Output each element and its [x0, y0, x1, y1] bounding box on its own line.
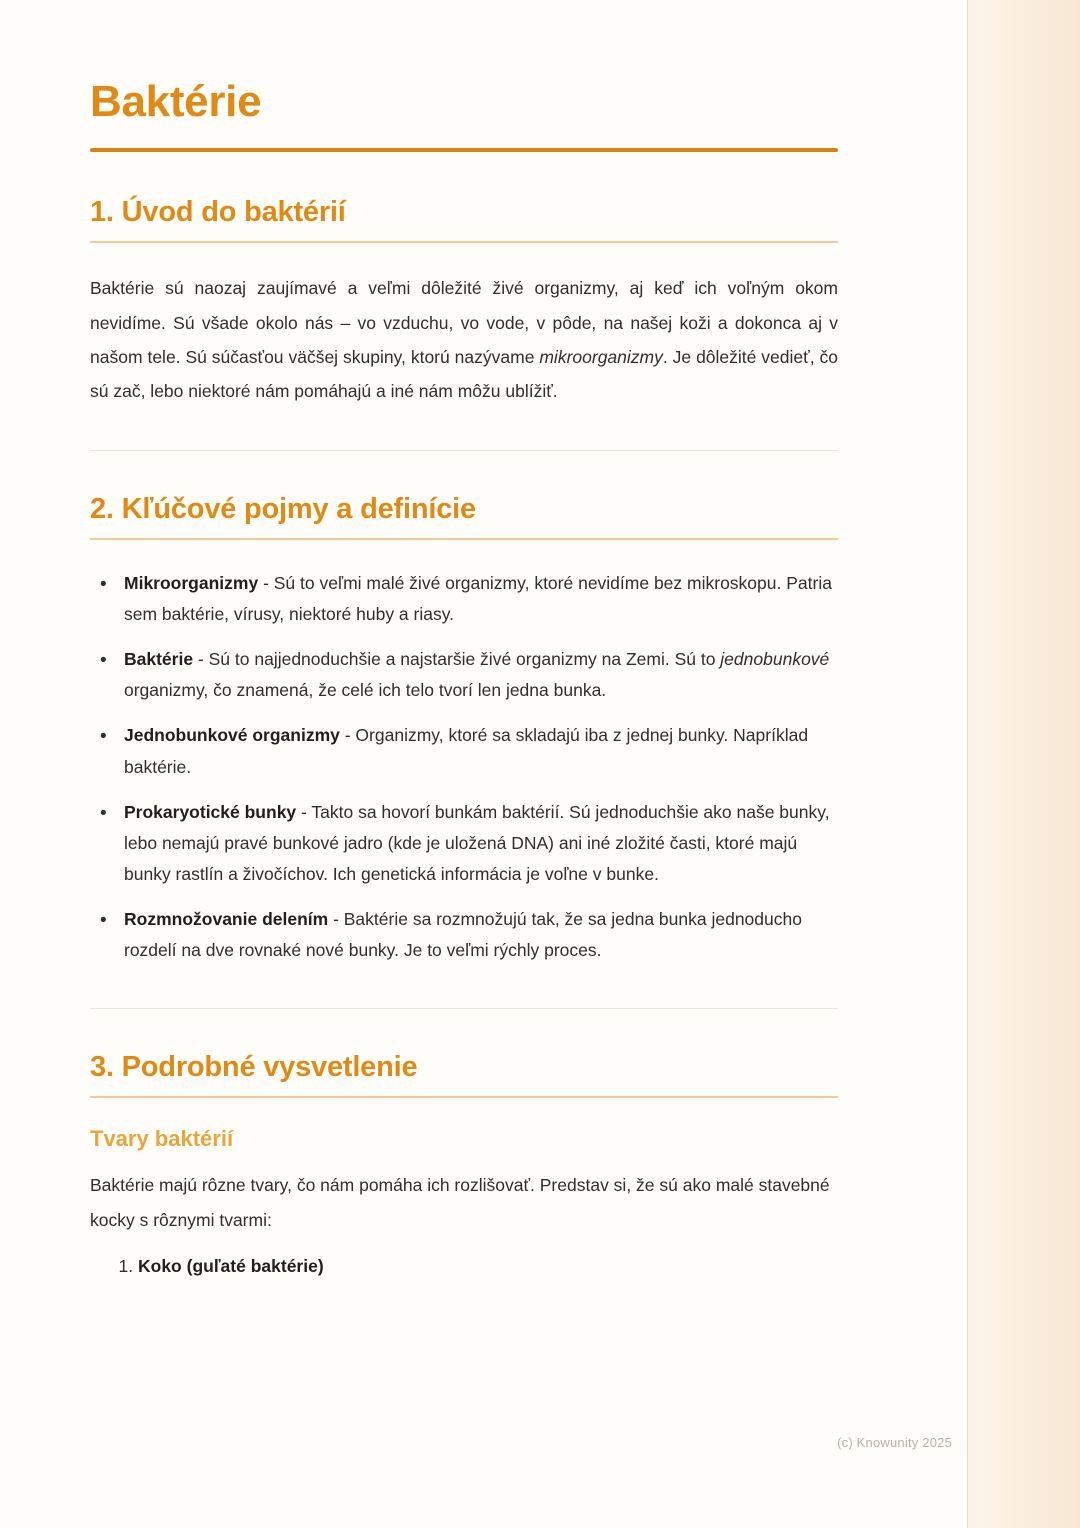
section-heading-3: 3. Podrobné vysvetlenie: [90, 1051, 418, 1084]
list-item: [120, 797, 838, 890]
term-label: Jednobunkové organizmy: [124, 725, 340, 746]
list-item: [120, 904, 838, 966]
shape-label: Koko (guľaté baktérie): [138, 1255, 324, 1276]
term-label: Rozmnožovanie delením: [124, 909, 329, 930]
term-text: - Sú to najjednoduchšie a najstaršie živé organizmy na Zemi. Sú to: [193, 649, 721, 670]
shapes-numbered-list: [90, 1251, 838, 1283]
term-text: - Baktérie sa rozmnožujú tak, že sa jedna bunka jednoducho rozdelí na dve rovnaké nové bunky. Je to veľmi rýchly proces.: [124, 909, 802, 961]
title-divider: [90, 148, 838, 152]
term-list: [90, 568, 838, 967]
section-heading-1: 1. Úvod do baktérií: [90, 196, 346, 229]
term-text: - Sú to veľmi malé živé organizmy, ktoré nevidíme bez mikroskopu. Patria sem baktérie, vírusy, niektoré huby a riasy.: [124, 572, 832, 625]
section-key-terms: [90, 493, 838, 967]
section-3-paragraph: Baktérie majú rôzne tvary, čo nám pomáha ich rozlišovať. Predstav si, že sú ako malé stavebné kocky s rôznymi tvarmi:: [90, 1175, 830, 1230]
document-content: [90, 78, 838, 1282]
section-1-paragraph: [90, 271, 838, 408]
list-item: [120, 644, 838, 706]
term-label: Mikroorganizmy: [124, 572, 259, 593]
list-item: [138, 1251, 838, 1283]
page-edge-shadow: [967, 0, 985, 1528]
section-divider-2: [90, 538, 838, 540]
content-divider-2: [90, 1008, 838, 1009]
section-1-text-lead: Baktérie sú naozaj zaujímavé a veľmi dôležité živé organizmy, aj keď ich voľným okom nevidíme. Sú všade okolo nás – vo vzduchu, vo vode, v pôde, na našej koži a dokonca aj v našom tele. Sú súčasťou väčšej skupiny, ktorú nazývame: [90, 278, 838, 367]
section-1-text-italic: mikroorganizmy: [539, 346, 663, 367]
section-1-text-tail: . Je dôležité vedieť, čo sú zač, lebo niektoré nám pomáhajú a iné nám môžu ublížiť.: [90, 346, 838, 401]
term-text-tail: organizmy, čo znamená, že celé ich telo tvorí len jedna bunka.: [124, 680, 607, 701]
list-item: [120, 568, 838, 630]
watermark: (c) Knowunity 2025: [837, 1435, 952, 1450]
section-heading-2: 2. Kľúčové pojmy a definície: [90, 492, 476, 525]
subsection-heading-shapes: Tvary baktérií: [90, 1126, 234, 1152]
term-label: Prokaryotické bunky: [124, 801, 297, 822]
page-edge-strip: [967, 0, 1080, 1528]
section-intro: [90, 196, 838, 408]
term-text: - Takto sa hovorí bunkám baktérií. Sú jednoduchšie ako naše bunky, lebo nemajú pravé bunkové jadro (kde je uložená DNA) ani iné zložité časti, ktoré majú bunky rastlín a živočíchov. Ich genetická informácia je voľne v bunke.: [124, 801, 830, 885]
page-title: Baktérie: [90, 77, 262, 126]
section-divider-1: [90, 241, 838, 243]
term-label: Baktérie: [124, 649, 194, 670]
section-detailed-explanation: [90, 1051, 838, 1282]
term-text: - Organizmy, ktoré sa skladajú iba z jednej bunky. Napríklad baktérie.: [124, 725, 809, 777]
content-divider-1: [90, 450, 838, 451]
section-divider-3: [90, 1096, 838, 1098]
list-item: [120, 720, 838, 782]
term-text-italic: jednobunkové: [720, 649, 830, 670]
